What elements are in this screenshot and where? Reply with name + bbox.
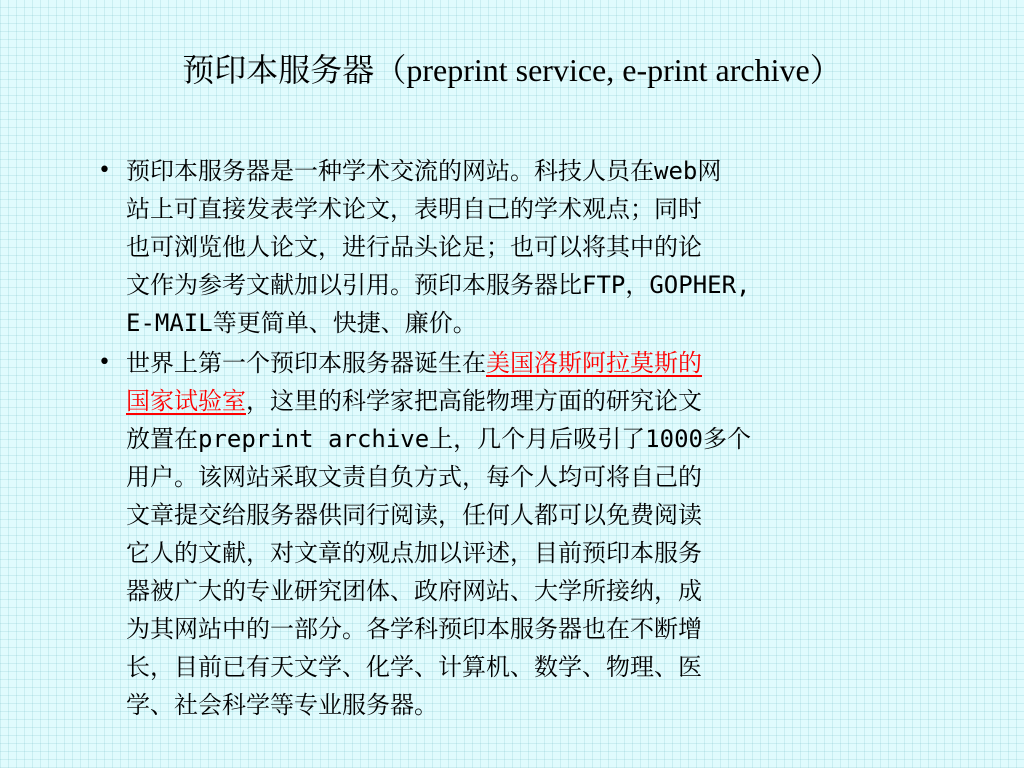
highlighted-lab-name: 国家试验室 bbox=[126, 387, 246, 415]
title-paren-open: （ bbox=[374, 52, 407, 88]
paragraph-line bbox=[126, 382, 962, 420]
paragraph-line bbox=[126, 344, 962, 382]
title-chinese: 预印本服务器 bbox=[182, 51, 375, 89]
paragraph-line: 放置在preprint archive上，几个月后吸引了1000多个 bbox=[126, 425, 751, 453]
title-english: preprint service, e-print archive bbox=[406, 52, 810, 88]
highlighted-lab-name: 美国洛斯阿拉莫斯的 bbox=[486, 349, 702, 377]
bullet-list bbox=[92, 152, 962, 726]
paragraph-text: 世界上第一个预印本服务器诞生在 bbox=[126, 349, 486, 377]
bullet-item-2 bbox=[92, 344, 962, 724]
bullet-dot-icon: • bbox=[98, 350, 111, 375]
title-paren-close: ） bbox=[809, 52, 842, 88]
paragraph-line: 它人的文献，对文章的观点加以评述，目前预印本服务 bbox=[126, 539, 702, 567]
paragraph-line: 预印本服务器是一种学术交流的网站。科技人员在web网 bbox=[126, 157, 722, 185]
paragraph-text: ，这里的科学家把高能物理方面的研究论文 bbox=[246, 387, 702, 415]
paragraph-line: 文章提交给服务器供同行阅读，任何人都可以免费阅读 bbox=[126, 501, 702, 529]
paragraph-line: E-MAIL等更简单、快捷、廉价。 bbox=[126, 309, 477, 337]
paragraph-line: 也可浏览他人论文，进行品头论足；也可以将其中的论 bbox=[126, 233, 702, 261]
paragraph-line: 用户。该网站采取文责自负方式，每个人均可将自己的 bbox=[126, 463, 702, 491]
bullet-item-1 bbox=[92, 152, 962, 342]
bullet-dot-icon: • bbox=[98, 158, 111, 183]
paragraph-line: 长，目前已有天文学、化学、计算机、数学、物理、医 bbox=[126, 653, 702, 681]
paragraph-line: 学、社会科学等专业服务器。 bbox=[126, 691, 438, 719]
paragraph-line: 器被广大的专业研究团体、政府网站、大学所接纳，成 bbox=[126, 577, 702, 605]
slide-title bbox=[0, 50, 1024, 90]
paragraph-line: 文作为参考文献加以引用。预印本服务器比FTP，GOPHER, bbox=[126, 271, 751, 299]
paragraph-line: 站上可直接发表学术论文，表明自己的学术观点；同时 bbox=[126, 195, 702, 223]
paragraph-line: 为其网站中的一部分。各学科预印本服务器也在不断增 bbox=[126, 615, 702, 643]
